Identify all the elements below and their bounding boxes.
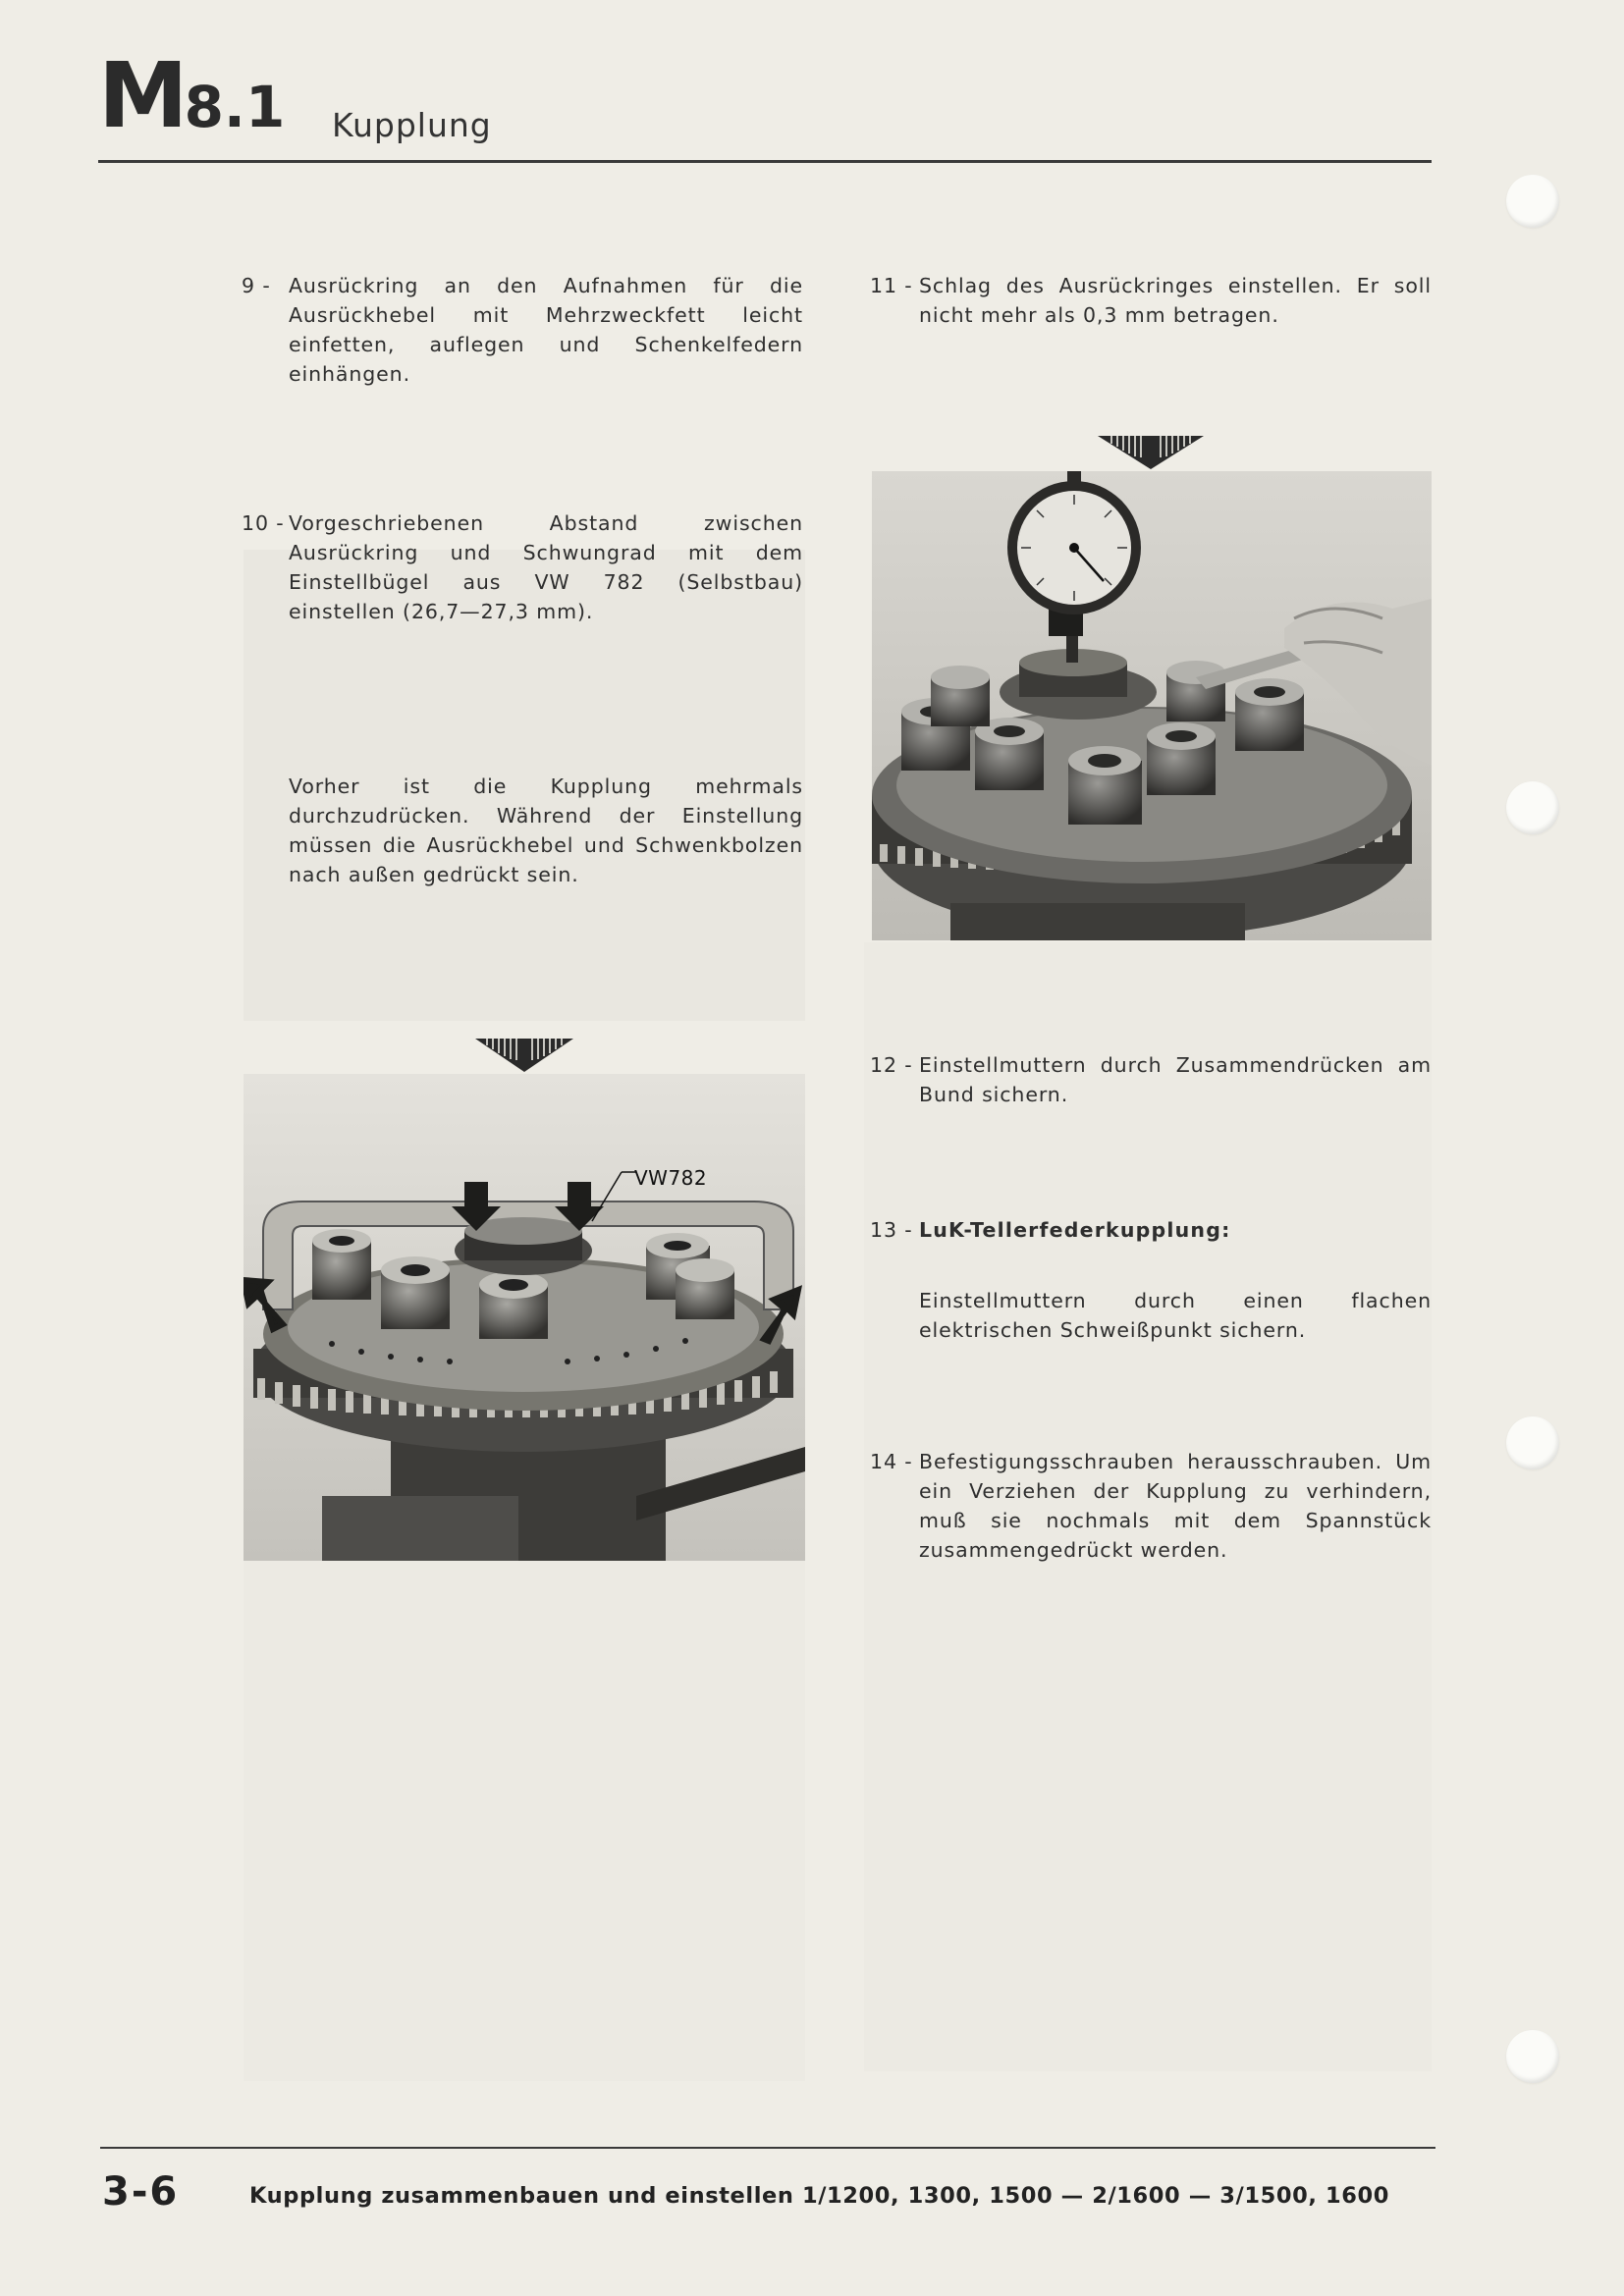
step-number: 10 - (242, 511, 285, 535)
punch-hole-1 (1506, 175, 1559, 228)
punch-hole-4 (1506, 2030, 1559, 2083)
background-panel-left-lower (244, 1561, 805, 2081)
page-number: 3-6 (102, 2169, 180, 2215)
step-text: Vorgeschriebenen Abstand zwischen Ausrückring und Schwungrad mit dem Einstellbügel aus VW 782 (Selbstbau) einstellen (26,7—27,3 mm). (289, 511, 803, 623)
step-text: Einstellmuttern durch Zusammendrücken am Bund sichern. (919, 1053, 1432, 1106)
step-number: 9 - (242, 274, 271, 297)
figure-callout-label: VW782 (634, 1166, 708, 1190)
photo-dial-gauge-clutch (872, 471, 1432, 940)
header-rule (98, 160, 1432, 163)
page-title: Kupplung (332, 106, 492, 144)
section-number: 8.1 (184, 74, 286, 140)
step-10-note (289, 772, 803, 889)
figure-pointer-arrow-icon (475, 1035, 573, 1074)
step-number: 12 - (870, 1053, 913, 1077)
step-text: Ausrückring an den Aufnahmen für die Ausrückhebel mit Mehrzweckfett leicht einfetten, auflegen und Schenkelfedern einhängen. (289, 274, 803, 386)
footer-title: Kupplung zusammenbauen und einstellen 1/1200, 1300, 1500 — 2/1600 — 3/1500, 1600 (249, 2183, 1389, 2209)
footer-rule (100, 2147, 1435, 2149)
step-14 (870, 1447, 1432, 1565)
step-number: 11 - (870, 274, 913, 297)
step-text: Befestigungsschrauben herausschrauben. Um ein Verziehen der Kupplung zu verhindern, muß sie nochmals mit dem Spannstück zusammengedrückt werden. (919, 1450, 1432, 1562)
punch-hole-2 (1506, 781, 1559, 834)
section-code (98, 43, 286, 148)
figure-pointer-arrow-icon (1098, 432, 1204, 471)
section-letter: M (98, 43, 185, 148)
step-note-text: Einstellmuttern durch einen flachen elektrischen Schweißpunkt sichern. (919, 1289, 1432, 1342)
step-note-text: Vorher ist die Kupplung mehrmals durchzudrücken. Während der Einstellung müssen die Ausrückhebel und Schwenkbolzen nach außen gedrückt sein. (289, 774, 803, 886)
step-13 (870, 1215, 1432, 1255)
punch-hole-3 (1506, 1416, 1559, 1469)
step-heading: LuK-Tellerfederkupplung: (919, 1218, 1231, 1242)
step-10 (242, 508, 803, 636)
step-12 (870, 1050, 1432, 1119)
step-9 (242, 271, 803, 386)
step-text: Schlag des Ausrückringes einstellen. Er soll nicht mehr als 0,3 mm betragen. (919, 274, 1432, 327)
step-number: 13 - (870, 1218, 913, 1242)
step-11 (870, 271, 1432, 340)
photo-vw782-adjustment (244, 1074, 805, 1561)
step-number: 14 - (870, 1450, 913, 1473)
step-13-note (919, 1286, 1432, 1355)
